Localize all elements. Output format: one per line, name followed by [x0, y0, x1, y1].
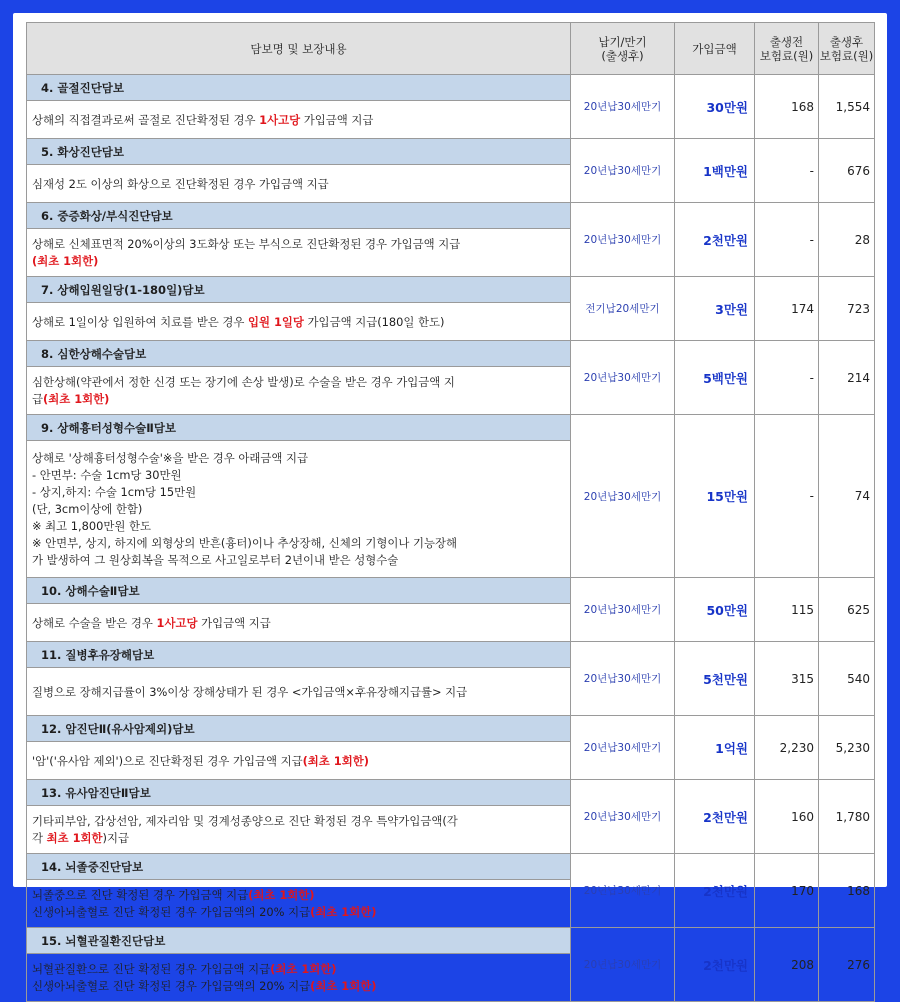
- coverage-name: 4. 골절진단담보: [27, 75, 571, 101]
- coverage-description: [27, 742, 571, 780]
- payment-term: 20년납30세만기: [571, 203, 675, 277]
- premium-after-birth: 74: [819, 415, 875, 578]
- coverage-title-row: [27, 854, 875, 880]
- coverage-name: 14. 뇌졸중진단담보: [27, 854, 571, 880]
- highlight-text: (최초 1회한): [32, 254, 99, 268]
- premium-before-birth: -: [755, 139, 819, 203]
- payment-term: 20년납30세만기: [571, 716, 675, 780]
- premium-after-birth: 625: [819, 578, 875, 642]
- coverage-title-row: [27, 716, 875, 742]
- coverage-name: 8. 심한상해수술담보: [27, 341, 571, 367]
- payment-term: 20년납30세만기: [571, 139, 675, 203]
- header-before-line1: 출생전: [769, 34, 804, 49]
- coverage-title-row: [27, 277, 875, 303]
- highlight-text: (최초 1회한): [310, 979, 377, 993]
- description-text: 뇌졸중으로 진단 확정된 경우 가입금액 지급: [32, 888, 249, 902]
- premium-before-birth: 160: [755, 780, 819, 854]
- coverage-name: 11. 질병후유장해담보: [27, 642, 571, 668]
- coverage-title-row: [27, 780, 875, 806]
- premium-after-birth: 214: [819, 341, 875, 415]
- header-amount: 가입금액: [675, 23, 755, 75]
- payment-term: 20년납30세만기: [571, 928, 675, 1002]
- payment-term: 20년납30세만기: [571, 578, 675, 642]
- coverage-name: 7. 상해입원일당(1-180일)담보: [27, 277, 571, 303]
- coverage-description: [27, 806, 571, 854]
- premium-before-birth: 174: [755, 277, 819, 341]
- premium-after-birth: 676: [819, 139, 875, 203]
- description-text: 급: [32, 392, 44, 406]
- description-text: ※ 안면부, 상지, 하지에 외형상의 반흔(흉터)이나 추상장해, 신체의 기형이나 기능장해: [32, 536, 457, 550]
- premium-after-birth: 5,230: [819, 716, 875, 780]
- highlight-text: (최초 1회한): [248, 888, 315, 902]
- description-text: 상해로 1일이상 입원하여 치료를 받은 경우: [32, 314, 249, 329]
- coverage-description: [27, 668, 571, 716]
- description-line: [32, 112, 565, 129]
- description-line: [32, 535, 565, 552]
- coverage-description: [27, 101, 571, 139]
- coverage-description: [27, 303, 571, 341]
- coverage-amount: 1억원: [675, 716, 755, 780]
- header-coverage: 담보명 및 보장내용: [27, 23, 571, 75]
- description-text: )지급: [102, 831, 129, 845]
- description-text: 각: [32, 831, 47, 845]
- coverage-name: 10. 상해수술Ⅱ담보: [27, 578, 571, 604]
- premium-before-birth: 168: [755, 75, 819, 139]
- highlight-text: 1사고당: [259, 112, 301, 127]
- description-text: 뇌혈관질환으로 진단 확정된 경우 가입금액 지급: [32, 962, 271, 976]
- coverage-amount: 1백만원: [675, 139, 755, 203]
- coverage-description: [27, 367, 571, 415]
- coverage-description: [27, 441, 571, 578]
- premium-after-birth: 168: [819, 854, 875, 928]
- description-line: [32, 813, 565, 830]
- description-line: [32, 753, 565, 770]
- coverage-name: 12. 암진단Ⅱ(유사암제외)담보: [27, 716, 571, 742]
- coverage-name: 15. 뇌혈관질환진단담보: [27, 928, 571, 954]
- description-line: [32, 236, 565, 253]
- coverage-amount: 5천만원: [675, 642, 755, 716]
- coverage-name: 6. 중증화상/부식진단담보: [27, 203, 571, 229]
- description-text: 심재성 2도 이상의 화상으로 진단확정된 경우 가입금액 지급: [32, 176, 329, 191]
- header-before-line2: 보험료(원): [759, 48, 814, 63]
- coverage-name: 5. 화상진단담보: [27, 139, 571, 165]
- premium-after-birth: 1,780: [819, 780, 875, 854]
- coverage-title-row: [27, 415, 875, 441]
- highlight-text: 최초 1회한: [46, 831, 103, 845]
- coverage-amount: 50만원: [675, 578, 755, 642]
- coverage-title-row: [27, 928, 875, 954]
- description-line: [32, 887, 565, 904]
- description-text: 질병으로 장해지급률이 3%이상 장해상태가 된 경우 <가입금액×후유장해지급률> 지급: [32, 684, 468, 699]
- description-line: [32, 391, 565, 408]
- coverage-description: [27, 229, 571, 277]
- coverage-title-row: [27, 139, 875, 165]
- coverage-name: 13. 유사암진단Ⅱ담보: [27, 780, 571, 806]
- coverage-description: [27, 954, 571, 1002]
- header-after-line2: 보험료(원): [819, 48, 874, 63]
- description-line: [32, 484, 565, 501]
- description-line: [32, 518, 565, 535]
- header-before-birth: [755, 23, 819, 75]
- premium-before-birth: -: [755, 341, 819, 415]
- description-text: 기타피부암, 갑상선암, 제자리암 및 경계성종양으로 진단 확정된 경우 특약가입금액(각: [32, 814, 458, 828]
- description-text: 가 발생하여 그 원상회복을 목적으로 사고일로부터 2년이내 받은 성형수술: [32, 553, 399, 567]
- premium-before-birth: -: [755, 203, 819, 277]
- premium-before-birth: 170: [755, 854, 819, 928]
- premium-after-birth: 276: [819, 928, 875, 1002]
- description-line: [32, 374, 565, 391]
- premium-before-birth: -: [755, 415, 819, 578]
- highlight-text: 입원 1일당: [248, 314, 304, 329]
- payment-term: 전기납20세만기: [571, 277, 675, 341]
- description-line: [32, 552, 565, 569]
- header-after-line1: 출생후: [829, 34, 864, 49]
- coverage-description: [27, 604, 571, 642]
- highlight-text: 1사고당: [156, 615, 198, 630]
- highlight-text: (최초 1회한): [310, 905, 377, 919]
- header-term: [571, 23, 675, 75]
- description-line: [32, 501, 565, 518]
- premium-before-birth: 208: [755, 928, 819, 1002]
- payment-term: 20년납30세만기: [571, 75, 675, 139]
- description-line: [32, 615, 565, 632]
- description-text: 상해의 직접결과로써 골절로 진단확정된 경우: [32, 112, 260, 127]
- coverage-amount: 3만원: [675, 277, 755, 341]
- coverage-amount: 2천만원: [675, 780, 755, 854]
- premium-after-birth: 28: [819, 203, 875, 277]
- highlight-text: (최초 1회한): [43, 392, 110, 406]
- coverage-table: [26, 22, 875, 1002]
- coverage-description: [27, 165, 571, 203]
- coverage-title-row: [27, 341, 875, 367]
- coverage-name: 9. 상해흉터성형수술Ⅱ담보: [27, 415, 571, 441]
- premium-before-birth: 115: [755, 578, 819, 642]
- coverage-amount: 2천만원: [675, 854, 755, 928]
- description-line: [32, 176, 565, 193]
- description-line: [32, 467, 565, 484]
- description-text: ※ 최고 1,800만원 한도: [32, 519, 152, 533]
- description-line: [32, 314, 565, 331]
- header-term-line2: (출생후): [601, 48, 644, 63]
- coverage-title-row: [27, 203, 875, 229]
- description-text: (단, 3cm이상에 한함): [32, 502, 143, 516]
- coverage-title-row: [27, 75, 875, 101]
- coverage-title-row: [27, 578, 875, 604]
- document-sheet: [13, 13, 887, 993]
- premium-before-birth: 2,230: [755, 716, 819, 780]
- coverage-amount: 2천만원: [675, 203, 755, 277]
- description-line: [32, 904, 565, 921]
- description-text: 가입금액 지급: [197, 615, 271, 630]
- payment-term: 20년납30세만기: [571, 854, 675, 928]
- payment-term: 20년납30세만기: [571, 415, 675, 578]
- description-text: 상해로 수술을 받은 경우: [32, 615, 157, 630]
- description-text: 가입금액 지급(180일 한도): [303, 314, 445, 329]
- header-term-line1: 납기/만기: [598, 34, 647, 49]
- payment-term: 20년납30세만기: [571, 341, 675, 415]
- description-text: 심한상해(약관에서 정한 신경 또는 장기에 손상 발생)로 수술을 받은 경우 가입금액 지: [32, 375, 455, 389]
- coverage-amount: 15만원: [675, 415, 755, 578]
- description-text: 가입금액 지급: [300, 112, 374, 127]
- premium-after-birth: 723: [819, 277, 875, 341]
- highlight-text: (최초 1회한): [302, 753, 369, 768]
- description-line: [32, 978, 565, 995]
- coverage-title-row: [27, 642, 875, 668]
- description-text: 신생아뇌출혈로 진단 확정된 경우 가입금액의 20% 지급: [32, 905, 311, 919]
- coverage-amount: 30만원: [675, 75, 755, 139]
- coverage-description: [27, 880, 571, 928]
- description-text: 상해로 신체표면적 20%이상의 3도화상 또는 부식으로 진단확정된 경우 가입금액 지급: [32, 237, 461, 251]
- description-text: 신생아뇌출혈로 진단 확정된 경우 가입금액의 20% 지급: [32, 979, 311, 993]
- payment-term: 20년납30세만기: [571, 642, 675, 716]
- premium-after-birth: 540: [819, 642, 875, 716]
- description-line: [32, 830, 565, 847]
- description-line: [32, 684, 565, 701]
- header-after-birth: [819, 23, 875, 75]
- description-line: [32, 253, 565, 270]
- description-line: [32, 961, 565, 978]
- description-line: [32, 450, 565, 467]
- premium-after-birth: 1,554: [819, 75, 875, 139]
- coverage-amount: 2천만원: [675, 928, 755, 1002]
- description-text: - 상지,하지: 수술 1cm당 15만원: [32, 485, 197, 499]
- header-row: [27, 23, 875, 75]
- coverage-amount: 5백만원: [675, 341, 755, 415]
- description-text: 상해로 '상해흉터성형수술'※을 받은 경우 아래금액 지급: [32, 451, 308, 465]
- premium-before-birth: 315: [755, 642, 819, 716]
- description-text: '암'('유사암 제외')으로 진단확정된 경우 가입금액 지급: [32, 753, 303, 768]
- description-text: - 안면부: 수술 1cm당 30만원: [32, 468, 182, 482]
- payment-term: 20년납30세만기: [571, 780, 675, 854]
- highlight-text: (최초 1회한): [270, 962, 337, 976]
